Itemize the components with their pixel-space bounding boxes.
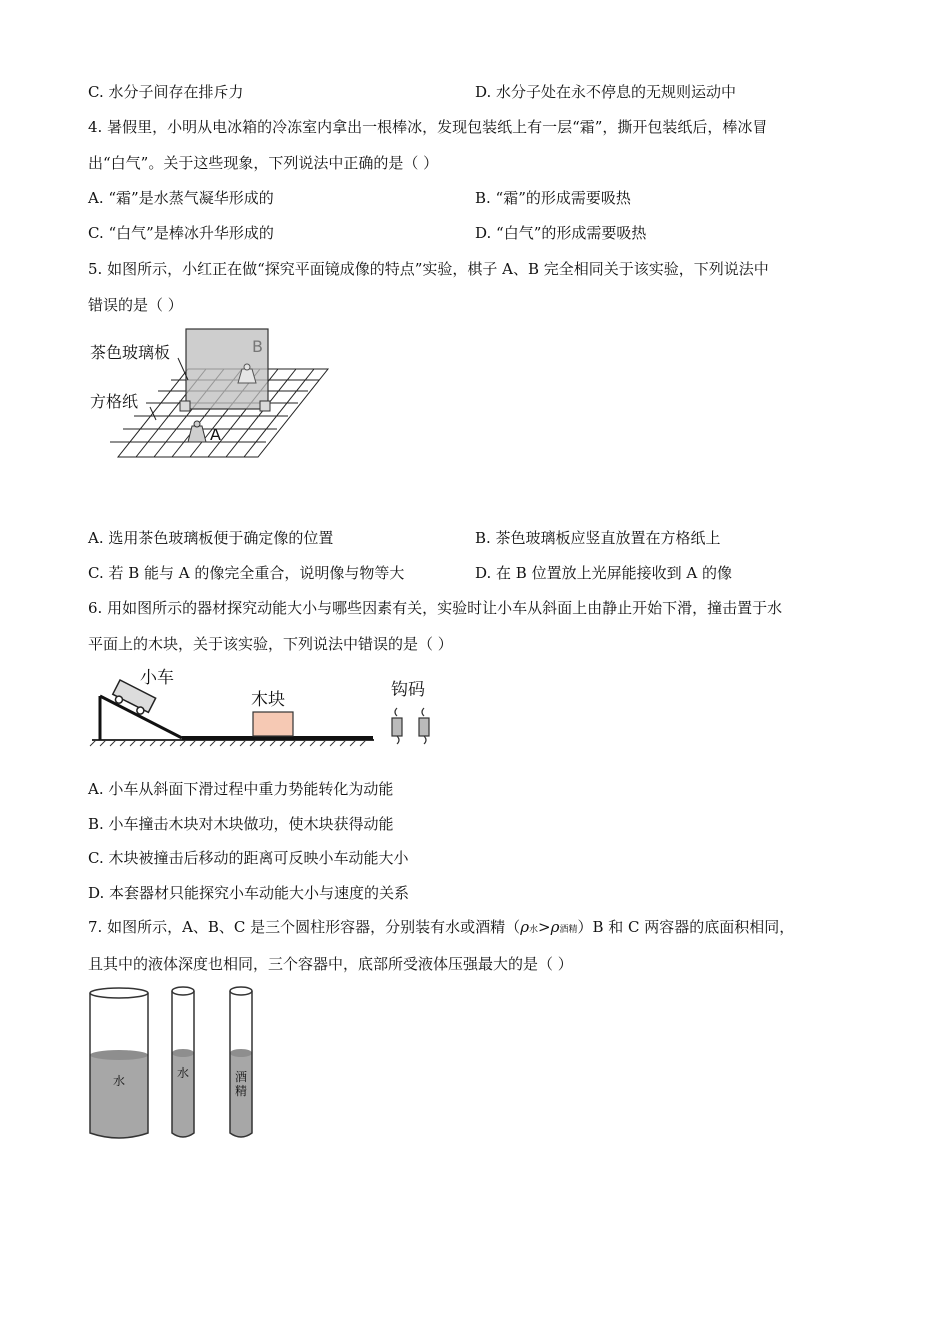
q4-option-a: A. “霜”是水蒸气凝华形成的 — [88, 189, 274, 207]
q5-option-b: B. 茶色玻璃板应竖直放置在方格纸上 — [475, 529, 721, 547]
cart-label: 小车 — [140, 668, 174, 688]
q7-stem-line2: 且其中的液体深度也相同，三个容器中，底部所受液体压强最大的是（ ） — [88, 955, 573, 973]
rho-symbol: ρ — [520, 918, 530, 936]
q4-option-d: D. “白气”的形成需要吸热 — [475, 224, 647, 242]
q5-stem-line1: 5. 如图所示，小红正在做“探究平面镜成像的特点”实验，棋子 A、B 完全相同关于该实验，下列说法中 — [88, 260, 769, 278]
q6-option-b: B. 小车撞击木块对木块做功，使木块获得动能 — [88, 815, 394, 833]
q5-stem-line2: 错误的是（ ） — [88, 296, 183, 314]
greater-than: > — [538, 918, 551, 936]
q4-option-c: C. “白气”是棒冰升华形成的 — [88, 224, 274, 242]
wood-block — [253, 712, 293, 736]
q7-stem-part2: ）B 和 C 两容器的底面积相同， — [577, 918, 795, 936]
q5-option-c: C. 若 B 能与 A 的像完全重合，说明像与物等大 — [88, 564, 405, 582]
q6-option-c: C. 木块被撞击后移动的距离可反映小车动能大小 — [88, 849, 409, 867]
container-c — [230, 987, 252, 1137]
q5-option-d: D. 在 B 位置放上光屏能接收到 A 的像 — [475, 564, 732, 582]
q3-option-c: C. 水分子间存在排斥力 — [88, 83, 244, 101]
containers-figure — [88, 985, 268, 1145]
glass-label: 茶色玻璃板 — [90, 343, 171, 362]
container-a — [90, 988, 148, 1138]
q3-option-d: D. 水分子处在永不停息的无规则运动中 — [475, 83, 737, 101]
q5-option-a: A. 选用茶色玻璃板便于确定像的位置 — [88, 529, 334, 547]
weights — [392, 708, 429, 744]
container-b — [172, 987, 194, 1137]
piece-a-label: A — [210, 425, 221, 444]
kinetic-energy-figure — [88, 662, 448, 754]
q4-stem-line2: 出“白气”。关于这些现象，下列说法中正确的是（ ） — [88, 154, 439, 172]
q6-stem-line2: 平面上的木块，关于该实验，下列说法中错误的是（ ） — [88, 635, 453, 653]
paper-label: 方格纸 — [90, 392, 139, 411]
container-b-label: 水 — [177, 1066, 190, 1080]
container-c-label-1: 酒 — [235, 1070, 248, 1084]
rho-sub-water: 水 — [529, 925, 539, 935]
rho-symbol: ρ — [550, 918, 560, 936]
piece-b-label: B — [252, 337, 263, 356]
mirror-experiment-figure — [88, 325, 338, 465]
piece-a — [188, 421, 206, 442]
container-a-label: 水 — [113, 1074, 126, 1088]
q7-stem-line1 — [88, 916, 794, 941]
rho-sub-alcohol: 酒精 — [559, 925, 578, 935]
container-c-label-2: 精 — [235, 1084, 248, 1098]
q6-stem-line1: 6. 用如图所示的器材探究动能大小与哪些因素有关，实验时让小车从斜面上由静止开始下滑，撞击置于水 — [88, 599, 783, 617]
q4-stem-line1: 4. 暑假里，小明从电冰箱的冷冻室内拿出一根棒冰，发现包装纸上有一层“霜”，撕开包装纸后，棒冰冒 — [88, 118, 768, 136]
q7-stem-part1: 7. 如图所示，A、B、C 是三个圆柱形容器，分别装有水或酒精（ — [88, 918, 521, 936]
q6-option-d: D. 本套器材只能探究小车动能大小与速度的关系 — [88, 884, 410, 902]
q4-option-b: B. “霜”的形成需要吸热 — [475, 189, 631, 207]
block-label: 木块 — [251, 690, 285, 710]
q6-option-a: A. 小车从斜面下滑过程中重力势能转化为动能 — [88, 780, 394, 798]
weights-label: 钩码 — [391, 680, 425, 700]
